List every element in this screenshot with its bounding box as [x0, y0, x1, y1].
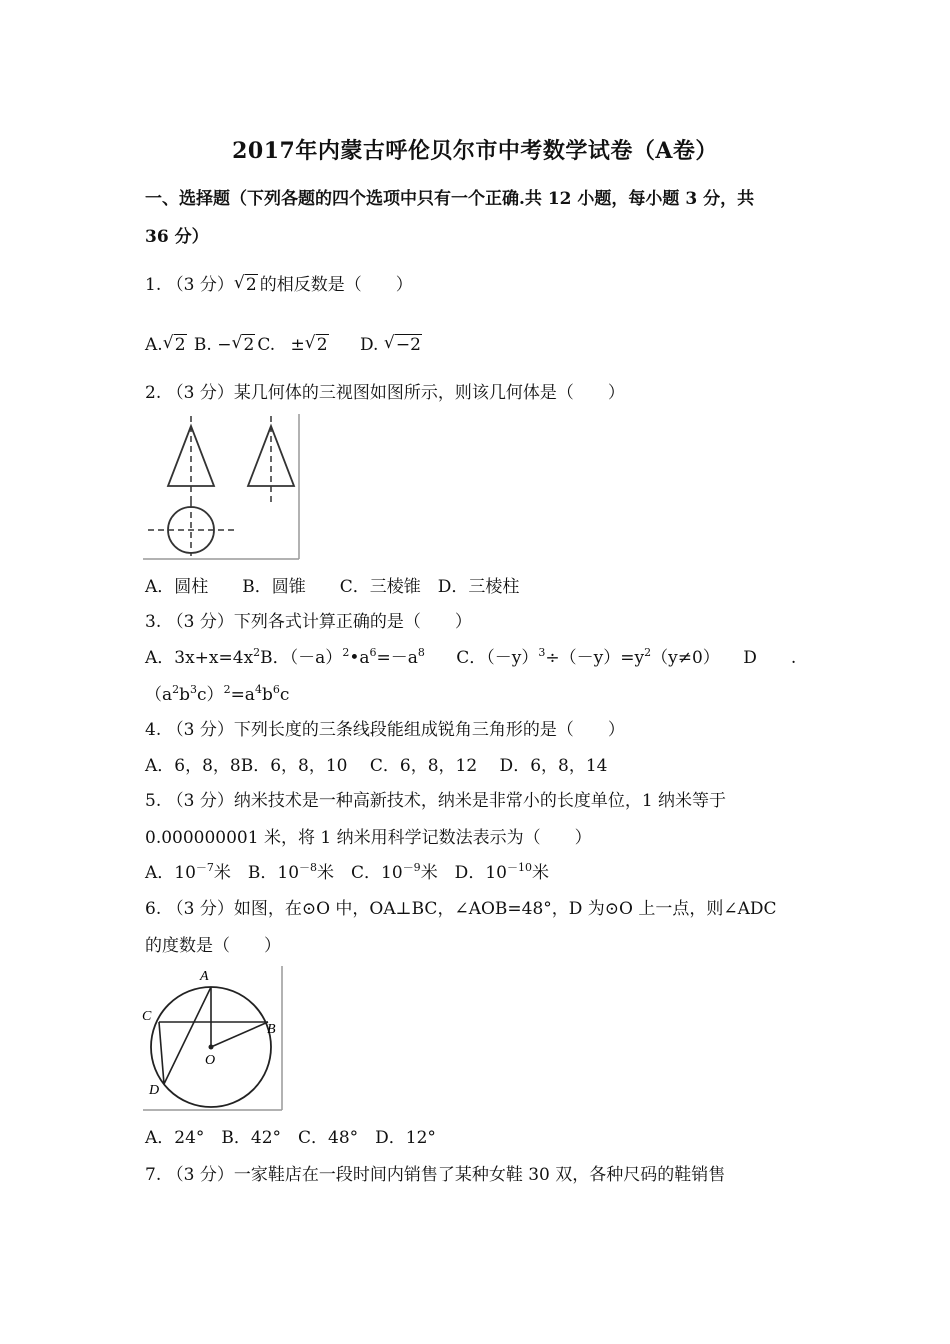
q1-option-c-radicand: 2 — [316, 335, 328, 355]
q3-option-b-mid: •a — [349, 648, 370, 668]
q3-sup: 2 — [342, 646, 350, 659]
q1-sqrt — [236, 275, 258, 295]
q1-option-b-sqrt — [233, 335, 255, 355]
question-2-options: A．圆柱 B．圆锥 C．三棱锥 D．三棱柱 — [145, 577, 520, 597]
question-6-stem-line2: 的度数是（ ） — [145, 936, 281, 956]
question-2-stem: 2. （3 分）某几何体的三视图如图所示，则该几何体是（ ） — [145, 383, 625, 403]
q3-sup: 2 — [223, 683, 231, 696]
q5-option-text: 米 D．10 — [420, 863, 507, 883]
question-3-stem: 3. （3 分）下列各式计算正确的是（ ） — [145, 612, 472, 632]
q1-option-d-sqrt — [386, 335, 422, 355]
q5-option-text: 米 B．10 — [213, 863, 300, 883]
segment-cd — [159, 1022, 164, 1084]
question-5-stem-line1: 5. （3 分）纳米技术是一种高新技术，纳米是非常小的长度单位，1 纳米等于 — [145, 791, 727, 811]
circle-figure — [142, 966, 284, 1112]
q3-sup: 6 — [272, 683, 280, 696]
q1-option-b-label: B. — [193, 335, 212, 355]
page-title: 2017年内蒙古呼伦贝尔市中考数学试卷（A卷） — [232, 138, 718, 164]
question-4-stem: 4. （3 分）下列长度的三条线段能组成锐角三角形的是（ ） — [145, 720, 625, 740]
q1-number: 1. — [145, 275, 162, 295]
question-4-options: A．6，8，8B．6，8，10 C．6，8，12 D．6，8，14 — [145, 756, 608, 776]
question-5-options — [145, 863, 549, 883]
q1-option-a-label: A. — [145, 335, 163, 355]
q3-sup: 2 — [644, 646, 652, 659]
question-3-options-line2 — [145, 685, 289, 705]
q3-sup: 4 — [254, 683, 262, 696]
q1-option-d-radicand: −2 — [395, 335, 421, 355]
question-3-options-line1 — [145, 648, 796, 668]
label-d: D — [149, 1083, 160, 1098]
q5-option-text: 米 — [531, 863, 549, 883]
q3-option-d: D . — [743, 648, 797, 668]
q5-option-a: A．10 — [145, 863, 196, 883]
q5-sup: －9 — [402, 861, 421, 874]
q3-option-c-mid: ÷（－y）=y — [545, 648, 645, 668]
q1-option-a-radicand: 2 — [174, 335, 186, 355]
section-heading-line1: 一、选择题（下列各题的四个选项中只有一个正确.共 12 小题，每小题 3 分，共 — [145, 189, 755, 209]
q3-sup: 3 — [538, 646, 546, 659]
label-o: O — [205, 1053, 216, 1068]
q3-sup: 8 — [417, 646, 425, 659]
q1-option-d-label: D. — [360, 335, 379, 355]
q5-option-text: 米 C．10 — [317, 863, 403, 883]
q3-option-c: C．（－y） — [456, 648, 539, 668]
q3-sup: 2 — [172, 683, 180, 696]
q3-option-b-end: =－a — [376, 648, 418, 668]
label-a: A — [200, 969, 209, 984]
q1-stem-tail: 的相反数是（ ） — [259, 275, 413, 295]
q1-option-a-sqrt — [165, 335, 187, 355]
q1-radicand: 2 — [245, 275, 257, 295]
segment-ob — [211, 1022, 268, 1047]
question-1-stem — [145, 275, 413, 295]
q3-option-b: B．（－a） — [260, 648, 343, 668]
q3-option-a: A．3x+x=4x — [145, 648, 254, 668]
center-point — [209, 1045, 214, 1050]
question-7-stem-line1: 7. （3 分）一家鞋店在一段时间内销售了某种女鞋 30 双，各种尺码的鞋销售 — [145, 1165, 726, 1185]
q5-sup: －7 — [195, 861, 214, 874]
label-b: B — [267, 1022, 276, 1037]
q3-option-c-end: （y≠0） — [651, 648, 720, 668]
q3-sup: 2 — [253, 646, 261, 659]
q1-option-c-prefix: ± — [290, 335, 305, 355]
q3-sup: 3 — [190, 683, 198, 696]
q3-option-d-expr: （a — [145, 685, 173, 705]
three-view-figure — [143, 414, 301, 561]
label-c: C — [142, 1009, 152, 1024]
q5-sup: －10 — [506, 861, 532, 874]
section-heading-line2: 36 分） — [145, 227, 209, 247]
question-5-stem-line2: 0.000000001 米，将 1 纳米用科学记数法表示为（ ） — [145, 828, 592, 848]
q1-score: （3 分） — [166, 275, 234, 295]
q1-option-c-label: C. — [257, 335, 276, 355]
q3-sup: 6 — [369, 646, 377, 659]
q3-option-d-expr: =a — [230, 685, 255, 705]
q5-sup: －8 — [299, 861, 318, 874]
q3-option-d-expr: c — [279, 685, 290, 705]
q3-option-d-expr: c） — [197, 685, 224, 705]
q1-option-b-radicand: 2 — [243, 335, 255, 355]
q3-option-d-expr: b — [179, 685, 191, 705]
q3-option-d-expr: b — [261, 685, 273, 705]
q1-option-b-prefix: − — [217, 335, 232, 355]
question-6-stem-line1: 6. （3 分）如图，在⊙O 中，OA⊥BC，∠AOB=48°，D 为⊙O 上一点，则∠ADC — [145, 899, 777, 919]
question-6-options: A．24° B．42° C．48° D．12° — [145, 1128, 436, 1148]
question-1-options — [145, 335, 424, 355]
q1-option-c-sqrt — [307, 335, 329, 355]
